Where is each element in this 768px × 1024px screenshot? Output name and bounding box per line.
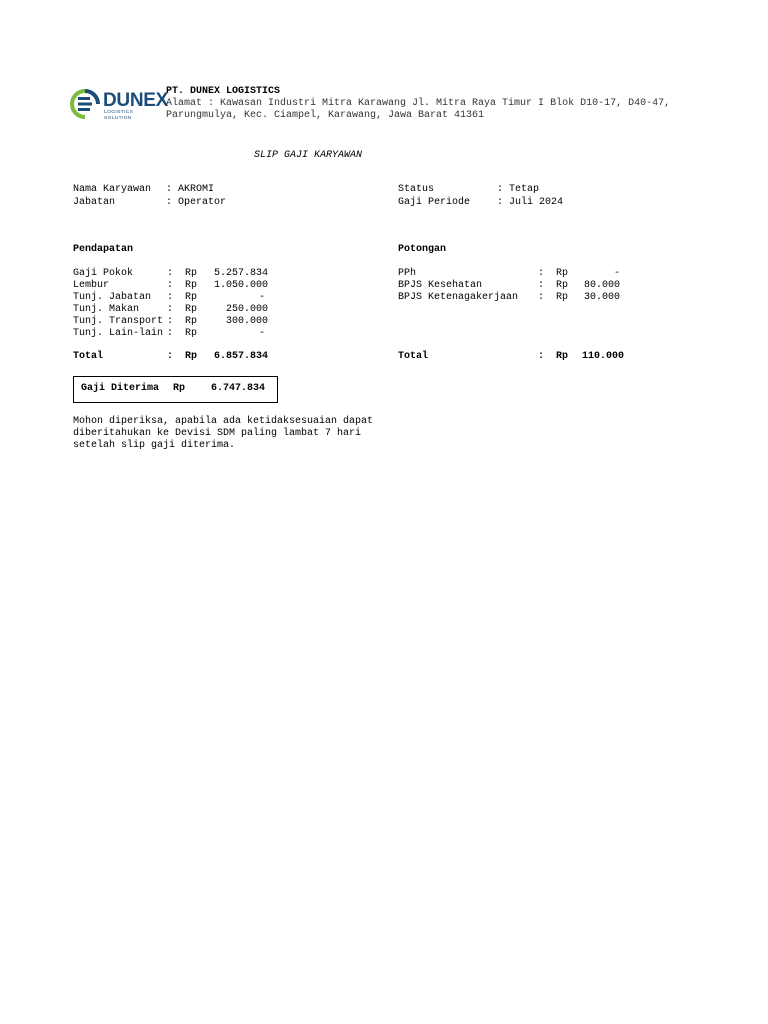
deduction-label: BPJS Kesehatan [398, 280, 483, 291]
income-amount: 250.000 [225, 304, 268, 315]
employee-status-label: Status [398, 184, 435, 195]
income-currency: Rp [185, 292, 198, 303]
employee-name-label: Nama Karyawan [73, 184, 152, 195]
net-salary-amount: 6.747.834 [211, 383, 266, 394]
logo-tagline: LOGISTICS SOLUTION [104, 110, 134, 121]
employee-position-value: : Operator [166, 197, 227, 208]
income-label: Lembur [73, 280, 110, 291]
income-label: Tunj. Makan [73, 304, 140, 315]
deduction-amount: 30.000 [583, 292, 620, 303]
deductions-total-colon: : [538, 351, 545, 362]
income-amount: - [258, 292, 265, 303]
company-address-line1: Alamat : Kawasan Industri Mitra Karawang Jl. Mitra Raya Timur I Blok D10-17, D40-47, [166, 98, 671, 109]
income-total-label: Total [73, 351, 104, 362]
document-title: SLIP GAJI KARYAWAN [254, 150, 363, 161]
deductions-heading: Potongan [398, 244, 447, 255]
deductions-total-amount: 110.000 [581, 351, 624, 362]
deduction-row [398, 292, 628, 304]
deduction-amount: 80.000 [583, 280, 620, 291]
dunex-logo-icon [68, 88, 102, 120]
deduction-colon: : [538, 268, 545, 279]
deduction-amount: - [613, 268, 620, 279]
company-name: PT. DUNEX LOGISTICS [166, 86, 281, 97]
income-amount: 300.000 [225, 316, 268, 327]
income-label: Gaji Pokok [73, 268, 134, 279]
income-row [73, 280, 273, 292]
net-salary-label: Gaji Diterima [81, 383, 160, 394]
employee-position-label: Jabatan [73, 197, 116, 208]
income-amount: - [258, 328, 265, 339]
income-colon: : [167, 316, 174, 327]
employee-status-value: : Tetap [497, 184, 540, 195]
company-logo [68, 88, 169, 121]
income-colon: : [167, 280, 174, 291]
income-currency: Rp [185, 328, 198, 339]
deduction-currency: Rp [556, 280, 569, 291]
deduction-row [398, 280, 628, 292]
net-salary-currency: Rp [173, 383, 186, 394]
income-colon: : [167, 292, 174, 303]
income-total-row [73, 351, 273, 363]
employee-name-value: : AKROMI [166, 184, 215, 195]
income-total-colon: : [167, 351, 174, 362]
income-row [73, 316, 273, 328]
income-row [73, 304, 273, 316]
logo-wordmark: DUNEX [103, 90, 169, 111]
income-currency: Rp [185, 268, 198, 279]
income-label: Tunj. Jabatan [73, 292, 152, 303]
note-line: Mohon diperiksa, apabila ada ketidaksesuaian dapat [73, 416, 374, 427]
deduction-label: BPJS Ketenagakerjaan [398, 292, 519, 303]
income-colon: : [167, 304, 174, 315]
income-colon: : [167, 328, 174, 339]
deduction-label: PPh [398, 268, 417, 279]
deductions-total-currency: Rp [556, 351, 569, 362]
salary-period-value: : Juli 2024 [497, 197, 564, 208]
deduction-colon: : [538, 292, 545, 303]
income-row [73, 268, 273, 280]
deduction-colon: : [538, 280, 545, 291]
income-label: Tunj. Transport [73, 316, 164, 327]
net-salary-box [73, 376, 278, 403]
salary-period-label: Gaji Periode [398, 197, 471, 208]
deduction-row [398, 268, 628, 280]
income-amount: 5.257.834 [213, 268, 268, 279]
income-total-currency: Rp [185, 351, 198, 362]
income-amount: 1.050.000 [213, 280, 268, 291]
deductions-total-row [398, 351, 628, 363]
note-line: setelah slip gaji diterima. [73, 440, 236, 451]
income-colon: : [167, 268, 174, 279]
income-currency: Rp [185, 280, 198, 291]
income-total-amount: 6.857.834 [213, 351, 268, 362]
income-heading: Pendapatan [73, 244, 134, 255]
income-currency: Rp [185, 316, 198, 327]
income-row [73, 328, 273, 340]
income-label: Tunj. Lain-lain [73, 328, 164, 339]
income-currency: Rp [185, 304, 198, 315]
deductions-total-label: Total [398, 351, 429, 362]
income-row [73, 292, 273, 304]
deduction-currency: Rp [556, 268, 569, 279]
deduction-currency: Rp [556, 292, 569, 303]
note-line: diberitahukan ke Devisi SDM paling lambat 7 hari [73, 428, 362, 439]
company-address-line2: Parungmulya, Kec. Ciampel, Karawang, Jawa Barat 41361 [166, 110, 485, 121]
